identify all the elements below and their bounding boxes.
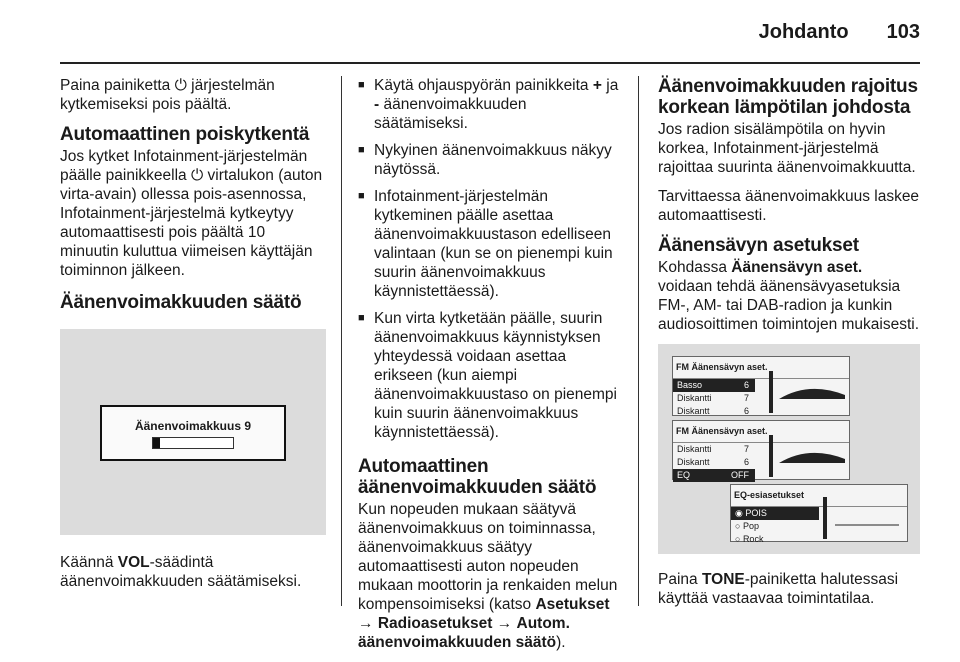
text: ja — [601, 77, 619, 94]
eq-option-label: Pop — [742, 521, 759, 531]
setting-value: 6 — [743, 380, 749, 390]
radio-selected-icon: ◉ — [735, 508, 746, 518]
limit-paragraph-2: Tarvittaessa äänenvoimakkuus laskee automaattisesti. — [658, 188, 920, 224]
speed-volume-paragraph — [358, 500, 622, 652]
bullet-item: ■ Nykyinen äänenvoimakkuus näkyy näytössä. — [358, 141, 622, 179]
text: Kun nopeuden mukaan säätyvä äänenvoimakkuus on toiminnassa, äänenvoimakkuus säätyy automaattisesti auton nopeuden mukaan moottorin ja renkaiden melun kompensoimiseksi (katso — [358, 501, 618, 613]
screen-title: FM Äänensävyn aset. — [673, 421, 849, 443]
text: -säädintä äänenvoimakkuuden säätämiseksi. — [60, 554, 302, 590]
screen-title: FM Äänensävyn aset. — [673, 357, 849, 379]
volume-bar — [152, 437, 234, 449]
heading-speed-volume: Automaattinen äänenvoimakkuuden säätö — [358, 456, 597, 498]
setting-value: 6 — [743, 406, 749, 416]
column-2 — [358, 76, 622, 662]
tone-curve-graphic — [769, 371, 847, 413]
setting-value: 7 — [743, 393, 749, 403]
turn-vol-paragraph — [60, 553, 326, 591]
auto-off-paragraph: Jos kytket Infotainment-järjestelmän päälle painikkeella ⏻ virtalukon (auton virta-avain) ollessa pois-asennossa, Infotainment-järjestelmä kytkeytyy automaattisesti pois päältä 10 minuutin kuluttua viimeisen käyttäjän toiminnon jälkeen. — [60, 148, 323, 279]
tone-menu-name: Äänensävyn aset. — [731, 259, 863, 276]
page-header — [60, 12, 920, 52]
volume-bullets — [358, 76, 622, 442]
header-rule — [60, 62, 920, 64]
eq-option-label: Rock — [742, 534, 764, 544]
section-title: Johdanto — [758, 20, 849, 43]
setting-label: Diskantti — [677, 444, 712, 454]
column-3 — [658, 76, 920, 618]
eq-graphic — [823, 497, 903, 539]
eq-preset-screen — [730, 484, 908, 542]
menu-path-1: Asetukset — [535, 596, 610, 613]
setting-label: Diskantt — [677, 406, 710, 416]
arrow: → — [492, 615, 517, 632]
heading-auto-off: Automaattinen poiskytkentä — [60, 124, 310, 145]
setting-row — [673, 456, 755, 469]
setting-row — [673, 469, 755, 482]
column-divider — [638, 76, 639, 606]
setting-row — [673, 443, 755, 456]
volume-label: Äänenvoimakkuus 9 — [134, 419, 252, 433]
text: Paina — [658, 571, 702, 588]
volume-display-image — [60, 329, 326, 535]
minus-key: - — [374, 96, 380, 113]
plus-key: + — [592, 77, 602, 94]
setting-label: Diskantti — [677, 393, 712, 403]
tone-screen-1 — [672, 356, 850, 416]
heading-volume-limit: Äänenvoimakkuuden rajoitus korkean lämpötilan johdosta — [658, 76, 918, 118]
eq-option-label: POIS — [745, 508, 767, 518]
bullet-item — [358, 76, 622, 133]
limit-paragraph: Jos radion sisälämpötila on hyvin korkea, Infotainment-järjestelmä rajoittaa suurinta äänenvoimakkuutta. — [658, 121, 916, 176]
arrow: → — [358, 615, 378, 632]
column-1 — [60, 76, 326, 601]
tone-curve-graphic — [769, 435, 847, 477]
eq-option — [731, 507, 819, 520]
setting-row — [673, 405, 755, 418]
vol-key: VOL — [117, 554, 150, 571]
menu-path-2: Radioasetukset — [377, 615, 493, 632]
bullet-item: ■ Infotainment-järjestelmän kytkeminen päälle asettaa äänenvoimakkuustason edelliseen valintaan (kun se on pienempi kuin suurin äänenvoimakkuus käynnistettäessä). — [358, 187, 622, 301]
intro-paragraph: Paina painiketta ⏻ järjestelmän kytkemiseksi pois päältä. — [60, 77, 275, 113]
tone-settings-image — [658, 344, 920, 554]
radio-icon: ○ — [735, 521, 743, 531]
setting-row — [673, 379, 755, 392]
setting-label: Diskantt — [677, 457, 710, 467]
setting-row — [673, 392, 755, 405]
setting-value: 7 — [743, 444, 749, 454]
heading-tone: Äänensävyn asetukset — [658, 235, 859, 256]
text: Kohdassa — [658, 259, 732, 276]
page-number: 103 — [886, 20, 920, 43]
volume-bar-fill — [153, 438, 160, 448]
text: äänenvoimakkuuden säätämiseksi. — [374, 96, 527, 132]
heading-volume: Äänenvoimakkuuden säätö — [60, 292, 302, 313]
text: -painiketta halutessasi käyttää vastaavaa toimintatilaa. — [658, 571, 899, 607]
text: Käännä — [60, 554, 118, 571]
text: voidaan tehdä äänensävyasetuksia FM-, AM- tai DAB-radion ja kunkin audiosoittimen toimintojen mukaisesti. — [658, 278, 920, 333]
screen-title: EQ-esiasetukset — [731, 485, 907, 507]
setting-label: EQ — [677, 470, 691, 480]
setting-label: Basso — [677, 380, 703, 390]
column-divider — [341, 76, 342, 606]
eq-option — [731, 533, 819, 546]
text: ). — [556, 634, 566, 651]
eq-option — [731, 520, 819, 533]
bullet-item: ■ Kun virta kytketään päälle, suurin äänenvoimakkuus käynnistyksen yhteydessä voidaan asettaa erikseen (kun aiempi äänenvoimakkuustaso on pienempi kuin suurin äänenvoimakkuus käynnistettäessä). — [358, 309, 622, 442]
press-tone-paragraph — [658, 570, 920, 608]
tone-paragraph — [658, 258, 920, 334]
menu-path-3: Autom. äänenvoimakkuuden säätö — [358, 615, 570, 651]
setting-value: 6 — [743, 457, 749, 467]
setting-value: OFF — [731, 470, 749, 480]
radio-icon: ○ — [735, 534, 743, 544]
text: Käytä ohjauspyörän painikkeita — [374, 77, 593, 94]
tone-screen-2 — [672, 420, 850, 480]
volume-display — [100, 405, 286, 461]
tone-key: TONE — [701, 571, 745, 588]
